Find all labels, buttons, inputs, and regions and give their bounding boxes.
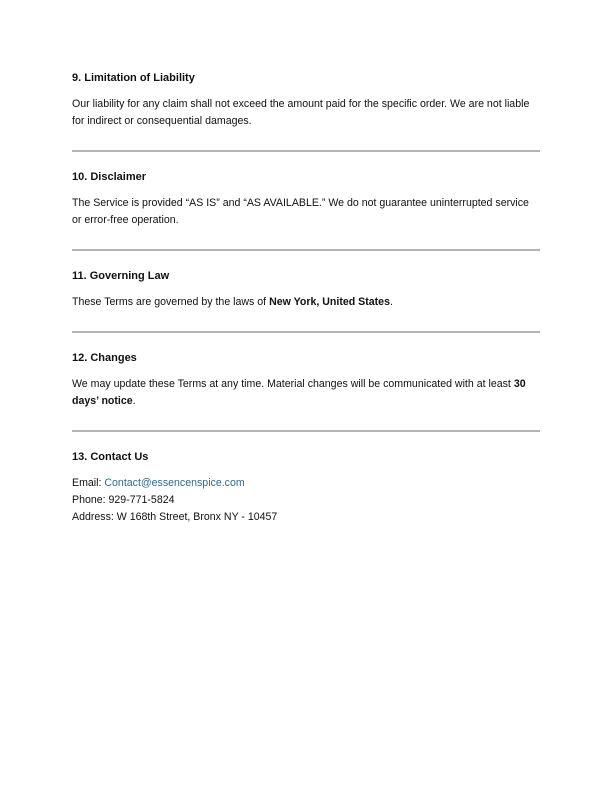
section-title: 13. Contact Us — [72, 451, 149, 463]
body-text: We may update these Terms at any time. Material changes will be communicated with at least — [72, 378, 514, 390]
section-limitation-of-liability — [72, 71, 540, 130]
email-label: Email: — [72, 477, 105, 489]
section-title: 11. Governing Law — [72, 270, 170, 282]
body-text: . — [132, 395, 136, 407]
body-text: These Terms are governed by the laws of — [72, 296, 270, 308]
body-text: . — [389, 296, 393, 308]
section-title: 9. Limitation of Liability — [72, 72, 195, 84]
section-body: The Service is provided “AS IS” and “AS AVAILABLE.” We do not guarantee uninterrupted service or error-free operation. — [72, 197, 529, 226]
notice-period: 30 days’ notice — [72, 378, 526, 407]
address-line: Address: W 168th Street, Bronx NY - 10457 — [72, 511, 278, 523]
jurisdiction: New York, United States — [269, 296, 390, 308]
contact-details — [72, 475, 540, 526]
section-title: 10. Disclaimer — [72, 171, 146, 183]
section-changes — [72, 351, 540, 410]
phone-line: Phone: 929-771-5824 — [72, 494, 175, 506]
section-body — [72, 376, 540, 410]
section-body: Our liability for any claim shall not exceed the amount paid for the specific order. We are not liable for indirect or consequential damages. — [72, 98, 530, 127]
section-governing-law — [72, 269, 540, 311]
email-line — [72, 475, 540, 492]
section-disclaimer — [72, 170, 540, 229]
email-link[interactable]: Contact@essencenspice.com — [104, 477, 245, 489]
section-body — [72, 294, 540, 311]
terms-document — [72, 71, 540, 526]
section-contact-us — [72, 450, 540, 526]
section-title: 12. Changes — [72, 352, 137, 364]
